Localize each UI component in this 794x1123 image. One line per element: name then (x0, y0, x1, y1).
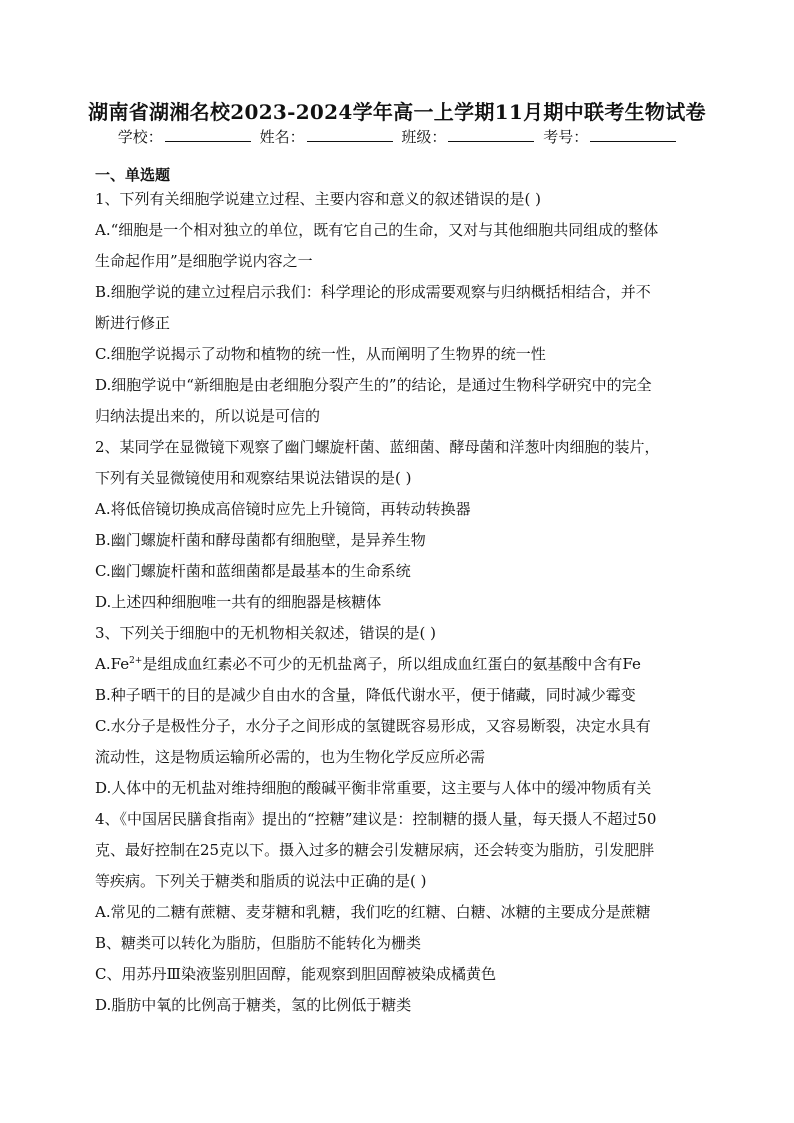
text-line: 归纳法提出来的，所以说是可信的 (95, 407, 321, 425)
text-line: C.细胞学说揭示了动物和植物的统一性，从而阐明了生物界的统一性 (95, 345, 546, 363)
text-line: B.种子晒干的目的是减少自由水的含量，降低代谢水平，便于储藏，同时减少霉变 (95, 686, 636, 704)
text-line: 生命起作用”是细胞学说内容之一 (95, 252, 313, 270)
school-label: 学校： (117, 128, 163, 146)
text-line: 1、下列有关细胞学说建立过程、主要内容和意义的叙述错误的是( ) (95, 190, 542, 208)
text-line: 2、某同学在显微镜下观察了幽门螺旋杆菌、蓝细菌、酵母菌和洋葱叶肉细胞的装片， (95, 438, 660, 456)
fe-prefix: A.Fe (95, 655, 130, 673)
fe-charge: 2+ (129, 656, 143, 666)
text-line: 流动性，这是物质运输所必需的，也为生物化学反应所必需 (95, 748, 486, 766)
text-line: C、用苏丹Ⅲ染液鉴别胆固醇，能观察到胆固醇被染成橘黄色 (95, 965, 496, 983)
text-line: 3、下列关于细胞中的无机物相关叙述，错误的是( ) (95, 624, 437, 642)
text-line: C.水分子是极性分子，水分子之间形成的氢键既容易形成，又容易断裂，决定水具有 (95, 717, 651, 735)
text-line: 等疾病。下列关于糖类和脂质的说法中正确的是( ) (95, 872, 427, 890)
exam-number-label: 考号： (543, 128, 589, 146)
question-body (95, 184, 707, 1021)
text-line: D.人体中的无机盐对维持细胞的酸碱平衡非常重要，这主要与人体中的缓冲物质有关 (95, 779, 652, 797)
text-line: 克、最好控制在25克以下。摄入过多的糖会引发糖尿病，还会转变为脂肪，引发肥胖 (95, 841, 655, 859)
text-line: 4、《中国居民膳食指南》提出的“控糖”建议是：控制糖的摄人量，每天摄人不超过50 (95, 810, 657, 828)
text-line: B.幽门螺旋杆菌和酵母菌都有细胞壁，是异养生物 (95, 531, 426, 549)
exam-number-blank (590, 127, 676, 142)
fe-rest: 是组成血红素必不可少的无机盐离子，所以组成血红蛋白的氨基酸中含有Fe (142, 655, 641, 673)
name-label: 姓名： (259, 128, 305, 146)
text-line: A.“细胞是一个相对独立的单位，既有它自己的生命，又对与其他细胞共同组成的整体 (95, 221, 659, 239)
class-label: 班级： (401, 128, 447, 146)
school-blank (165, 127, 251, 142)
text-line: 断进行修正 (95, 314, 171, 332)
text-line: D.细胞学说中“新细胞是由老细胞分裂产生的”的结论，是通过生物科学研究中的完全 (95, 376, 652, 394)
text-line: A.常见的二糖有蔗糖、麦芽糖和乳糖，我们吃的红糖、白糖、冰糖的主要成分是蔗糖 (95, 903, 651, 921)
exam-title: 湖南省湖湘名校2023-2024学年高一上学期11月期中联考生物试卷 (88, 100, 706, 124)
text-line: 下列有关显微镜使用和观察结果说法错误的是( ) (95, 469, 412, 487)
class-blank (448, 127, 534, 142)
fe-option-line (95, 649, 707, 680)
text-line: D.上述四种细胞唯一共有的细胞器是核糖体 (95, 593, 382, 611)
text-line: B、糖类可以转化为脂肪，但脂肪不能转化为栅类 (95, 934, 422, 952)
text-line: D.脂肪中氧的比例高于糖类，氢的比例低于糖类 (95, 996, 412, 1014)
text-line: A.将低倍镜切换成高倍镜时应先上升镜筒，再转动转换器 (95, 500, 471, 518)
text-line: B.细胞学说的建立过程启示我们：科学理论的形成需要观察与归纳概括相结合，并不 (95, 283, 651, 301)
section-heading: 一、单选题 (95, 166, 171, 184)
student-info-row (0, 126, 794, 147)
name-blank (307, 127, 393, 142)
text-line: C.幽门螺旋杆菌和蓝细菌都是最基本的生命系统 (95, 562, 411, 580)
